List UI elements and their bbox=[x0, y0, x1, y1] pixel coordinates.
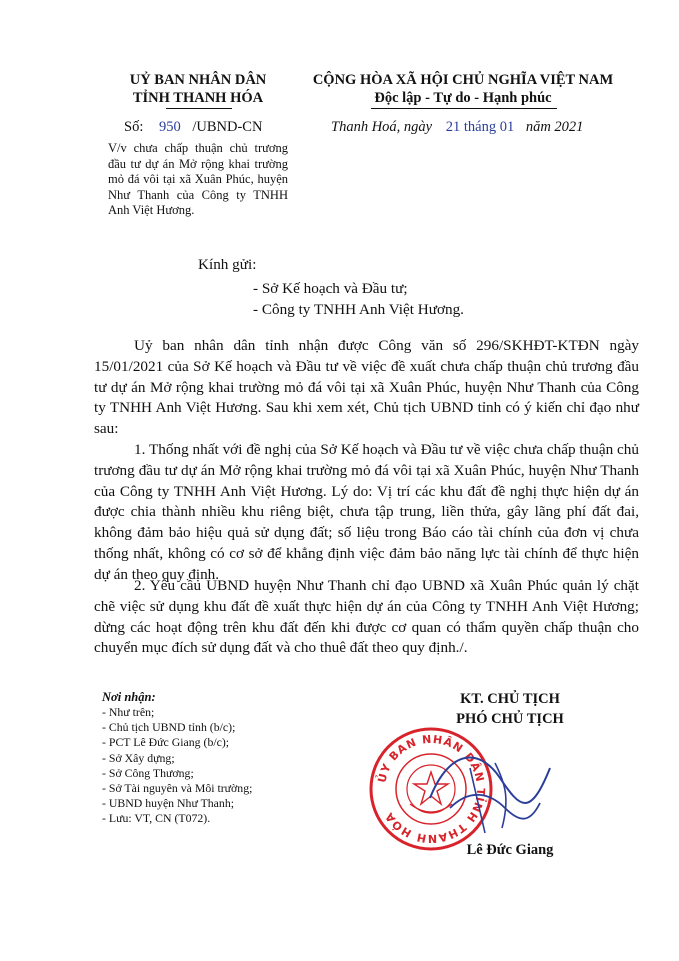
date-year: năm 2021 bbox=[525, 119, 584, 135]
handwritten-signature bbox=[410, 738, 560, 848]
svg-text:ỦY BAN NHÂN DÂN TỈNH THANH HÓA: ỦY BAN NHÂN DÂN TỈNH THANH HÓA bbox=[375, 732, 488, 846]
motto-underline bbox=[371, 108, 557, 109]
body-paragraph-point-1: 1. Thống nhất với đề nghị của Sở Kế hoạch và Đầu tư về việc chưa chấp thuận chủ trương đầu tư dự án Mở rộng khai trường mỏ đá vôi tại xã Xuân Phúc, huyện Như Thanh của Công ty TNHH Anh Việt Hương. Lý do: Vị trí các khu đất đề nghị thực hiện dự án được chia thành nhiều khu riêng biệt, chưa tập trung, liền thửa, gây lãng phí đất đai, không đảm bảo hiệu quả sử dụng đất; số liệu trong Báo cáo tài chính của đơn vị chưa thống nhất, không có cơ sở để khẳng định việc đảm bảo năng lực tài chính để thực hiện dự án theo quy định. bbox=[94, 441, 639, 583]
recipient-list bbox=[253, 278, 464, 320]
distribution-item: - PCT Lê Đức Giang (b/c); bbox=[102, 735, 230, 750]
distribution-item: - UBND huyện Như Thanh; bbox=[102, 796, 234, 811]
doc-number-suffix: /UBND-CN bbox=[192, 119, 263, 135]
recipient-item: - Công ty TNHH Anh Việt Hương. bbox=[253, 301, 464, 318]
body-paragraph-point-2: 2. Yêu cầu UBND huyện Như Thanh chỉ đạo UBND xã Xuân Phúc quản lý chặt chẽ việc sử dụng khu đất đề xuất thực hiện dự án của Công ty TNHH Anh Việt Hương; dừng các hoạt động trên khu đất đến khi được cơ quan có thẩm quyền chấp thuận cho chuyển mục đích sử dụng đất và cho thuê đất theo quy định./. bbox=[94, 577, 639, 657]
agency-underline bbox=[166, 108, 232, 109]
date-day-month: 21 tháng 01 bbox=[445, 119, 515, 135]
agency-name bbox=[104, 71, 292, 107]
distribution-list bbox=[102, 690, 342, 827]
body-paragraph-intro: Uỷ ban nhân dân tỉnh nhận được Công văn số 296/SKHĐT-KTĐN ngày 15/01/2021 của Sở Kế hoạch và Đầu tư về việc đề xuất chưa chấp thuận chủ trương đầu tư dự án Mở rộng khai trường mỏ đá vôi tại xã Xuân Phúc, huyện Như Thanh của Công ty TNHH Anh Việt Hương. Sau khi xem xét, Chủ tịch UBND tỉnh có ý kiến chỉ đạo như sau: bbox=[94, 337, 639, 438]
nation-line-1: CỘNG HÒA XÃ HỘI CHỦ NGHĨA VIỆT NAM bbox=[312, 72, 614, 88]
signature-line-1: KT. CHỦ TỊCH bbox=[460, 691, 560, 707]
subject-line: V/v chưa chấp thuận chủ trương đầu tư dự án Mở rộng khai trường mỏ đá vôi tại xã Xuân Phúc, huyện Như Thanh của Công ty TNHH Anh Việt Hương. bbox=[108, 141, 288, 217]
agency-line-1: UỶ BAN NHÂN DÂN bbox=[129, 72, 267, 88]
doc-number-value: 950 bbox=[158, 119, 181, 135]
greeting: Kính gửi: bbox=[198, 256, 257, 273]
recipient-item: - Sở Kế hoạch và Đầu tư; bbox=[253, 280, 408, 297]
signature-title bbox=[420, 689, 600, 729]
distribution-item: - Chủ tịch UBND tỉnh (b/c); bbox=[102, 720, 236, 735]
document-number bbox=[124, 119, 262, 136]
nation-line-2: Độc lập - Tự do - Hạnh phúc bbox=[374, 90, 552, 106]
agency-line-2: TỈNH THANH HÓA bbox=[132, 90, 264, 106]
distribution-item: - Sở Xây dựng; bbox=[102, 750, 175, 765]
distribution-item: - Sở Công Thương; bbox=[102, 765, 194, 780]
distribution-title: Nơi nhận: bbox=[102, 690, 156, 704]
distribution-item: - Như trên; bbox=[102, 705, 155, 719]
distribution-item: - Lưu: VT, CN (T072). bbox=[102, 811, 211, 826]
date-place: Thanh Hoá, ngày bbox=[331, 119, 433, 135]
doc-number-prefix: Số: bbox=[124, 119, 144, 135]
signature-line-2: PHÓ CHỦ TỊCH bbox=[456, 711, 564, 727]
signer-name: Lê Đức Giang bbox=[466, 842, 554, 858]
date-line bbox=[331, 119, 583, 136]
distribution-item: - Sở Tài nguyên và Môi trường; bbox=[102, 781, 253, 796]
national-motto bbox=[298, 71, 628, 107]
